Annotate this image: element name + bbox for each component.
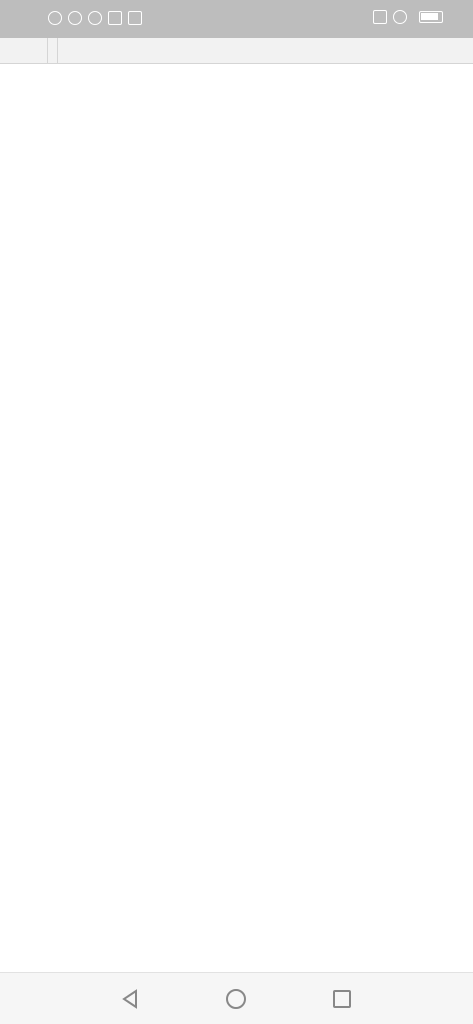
battery-icon (419, 11, 443, 23)
column-header-bar (0, 38, 473, 64)
select-all-corner[interactable] (0, 38, 48, 64)
instagram-icon (108, 11, 122, 25)
column-header-e[interactable] (59, 38, 473, 64)
navigation-bar (0, 972, 473, 1024)
recent-apps-icon[interactable] (333, 990, 351, 1008)
system-icons (373, 10, 449, 24)
app-icon (88, 11, 102, 25)
facebook-icon (128, 11, 142, 25)
bluetooth-icon (393, 10, 407, 24)
wifi-icon (48, 11, 62, 25)
home-icon[interactable] (226, 989, 246, 1009)
telegram-icon (68, 11, 82, 25)
notification-icons (48, 11, 142, 25)
status-bar (0, 0, 473, 38)
back-icon[interactable] (120, 989, 140, 1009)
nfc-icon (373, 10, 387, 24)
column-header-d[interactable] (48, 38, 58, 64)
